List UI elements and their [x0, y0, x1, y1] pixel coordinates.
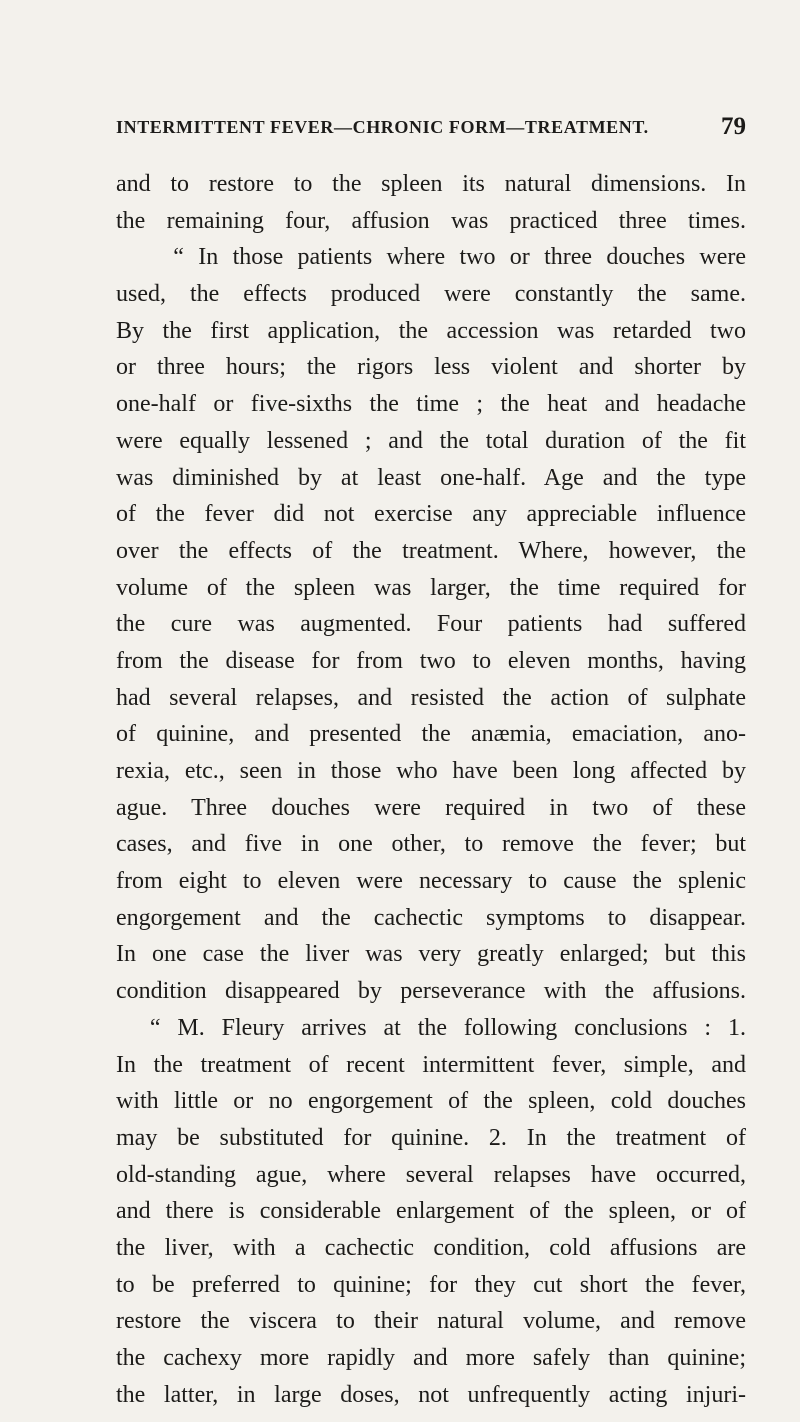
text-line: By the first application, the accession was retarded two — [116, 317, 746, 344]
body-text — [116, 166, 746, 1413]
text-line: used, the effects produced were constantly the same. — [116, 281, 746, 308]
text-line: the latter, in large doses, not unfrequently acting injuri- — [116, 1381, 746, 1408]
text-line: and there is considerable enlargement of the spleen, or of — [116, 1198, 746, 1225]
text-line: of the fever did not exercise any appreciable influence — [116, 501, 746, 528]
text-line: cases, and five in one other, to remove the fever; but — [116, 831, 746, 858]
text-line: from eight to eleven were necessary to cause the splenic — [116, 868, 746, 895]
running-title: INTERMITTENT FEVER—CHRONIC FORM—TREATMENT. — [116, 117, 649, 137]
text-line: over the effects of the treatment. Where, however, the — [116, 537, 746, 564]
text-line: with little or no engorgement of the spleen, cold douches — [116, 1088, 746, 1115]
text-line: condition disappeared by perseverance with the affusions. — [116, 978, 746, 1005]
text-line: were equally lessened ; and the total duration of the fit — [116, 427, 746, 454]
text-line: restore the viscera to their natural volume, and remove — [116, 1308, 746, 1335]
text-line: the remaining four, affusion was practiced three times. — [116, 207, 746, 234]
text-line: old-standing ague, where several relapses have occurred, — [116, 1161, 746, 1188]
page-number: 79 — [721, 113, 746, 140]
text-line: from the disease for from two to eleven months, having — [116, 647, 746, 674]
text-line: “ M. Fleury arrives at the following conclusions : 1. — [116, 1014, 746, 1041]
text-line: was diminished by at least one-half. Age and the type — [116, 464, 746, 491]
text-line: In one case the liver was very greatly enlarged; but this — [116, 941, 746, 968]
text-line: the cachexy more rapidly and more safely than quinine; — [116, 1345, 746, 1371]
text-line: may be substituted for quinine. 2. In the treatment of — [116, 1124, 746, 1151]
text-line: the liver, with a cachectic condition, cold affusions are — [116, 1234, 746, 1261]
text-line: In the treatment of recent intermittent fever, simple, and — [116, 1051, 746, 1078]
text-line: one-half or five-sixths the time ; the heat and headache — [116, 391, 746, 418]
text-line: rexia, etc., seen in those who have been long affected by — [116, 758, 746, 784]
text-line: and to restore to the spleen its natural dimensions. In — [116, 171, 746, 197]
text-line: ague. Three douches were required in two of these — [116, 794, 746, 821]
running-head — [116, 113, 746, 143]
text-line: the cure was augmented. Four patients had suffered — [116, 611, 746, 638]
text-line: to be preferred to quinine; for they cut short the fever, — [116, 1271, 746, 1298]
text-line: volume of the spleen was larger, the time required for — [116, 574, 746, 601]
text-line: or three hours; the rigors less violent and shorter by — [116, 354, 746, 381]
text-line: “ In those patients where two or three douches were — [116, 244, 746, 271]
text-line: of quinine, and presented the anæmia, emaciation, ano- — [116, 721, 746, 748]
text-line: had several relapses, and resisted the action of sulphate — [116, 684, 746, 711]
text-line: engorgement and the cachectic symptoms to disappear. — [116, 904, 746, 931]
